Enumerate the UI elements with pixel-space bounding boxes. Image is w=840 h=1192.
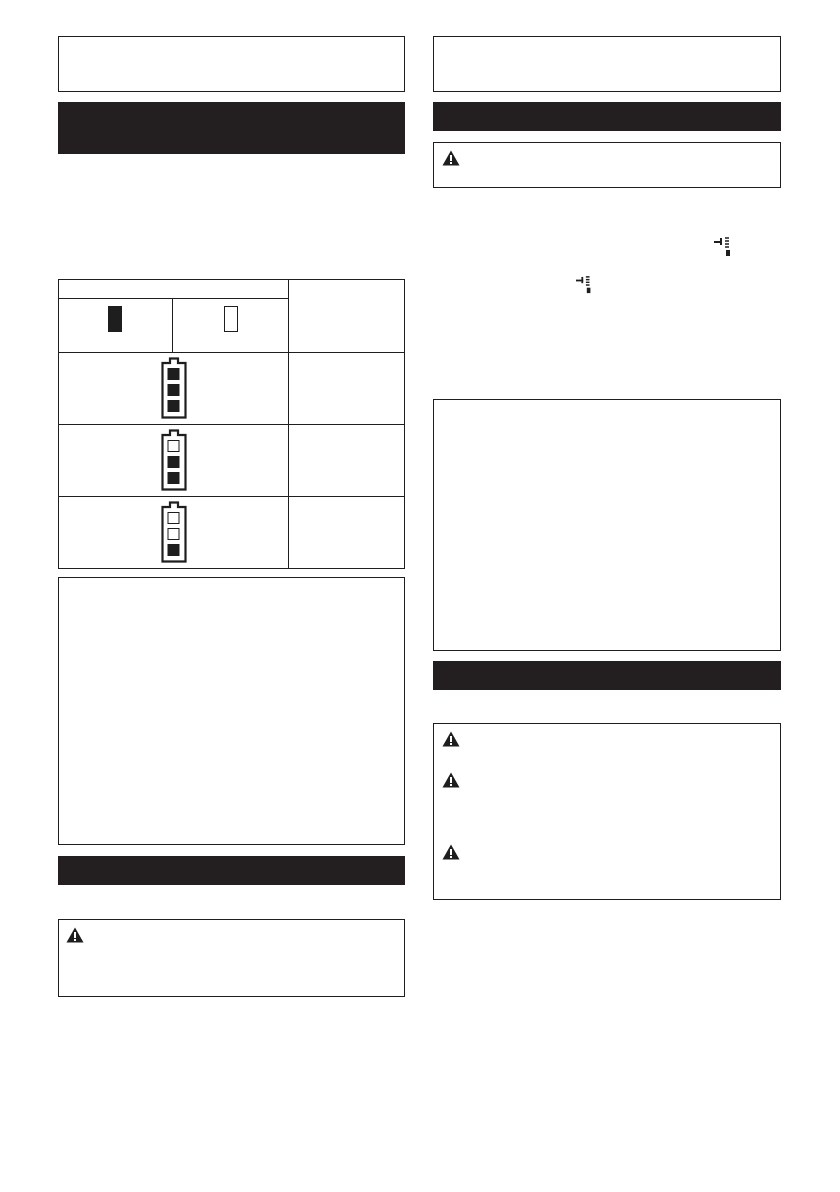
note-box-left — [58, 577, 405, 845]
section-heading-bar-right-lower — [433, 661, 781, 690]
section-heading-bar-left — [58, 102, 405, 154]
charge-level-table — [58, 279, 405, 569]
note-box-right — [433, 399, 781, 651]
filled-lamp-icon — [108, 306, 122, 332]
drill-mode-icon — [714, 237, 734, 257]
table-divider — [58, 496, 405, 497]
table-divider — [58, 424, 405, 425]
table-divider — [172, 298, 173, 352]
section-heading-bar-left-lower — [58, 856, 405, 885]
warning-triangle-icon — [442, 731, 460, 747]
warning-triangle-icon — [442, 772, 460, 788]
warning-triangle-icon — [442, 844, 460, 860]
drill-mode-icon — [576, 276, 594, 294]
warning-box-left — [58, 919, 405, 997]
warning-triangle-icon — [442, 150, 460, 166]
battery-level-icon — [160, 357, 188, 419]
battery-level-icon — [160, 501, 188, 563]
table-divider — [58, 352, 405, 353]
section-heading-bar-right — [433, 102, 781, 131]
top-note-box-right — [433, 36, 781, 92]
top-note-box-left — [58, 36, 405, 92]
warning-triangle-icon — [66, 927, 84, 943]
empty-lamp-icon — [224, 306, 238, 332]
warning-box-right — [433, 142, 781, 188]
warning-box-right-lower — [433, 723, 781, 900]
battery-level-icon — [160, 429, 188, 491]
